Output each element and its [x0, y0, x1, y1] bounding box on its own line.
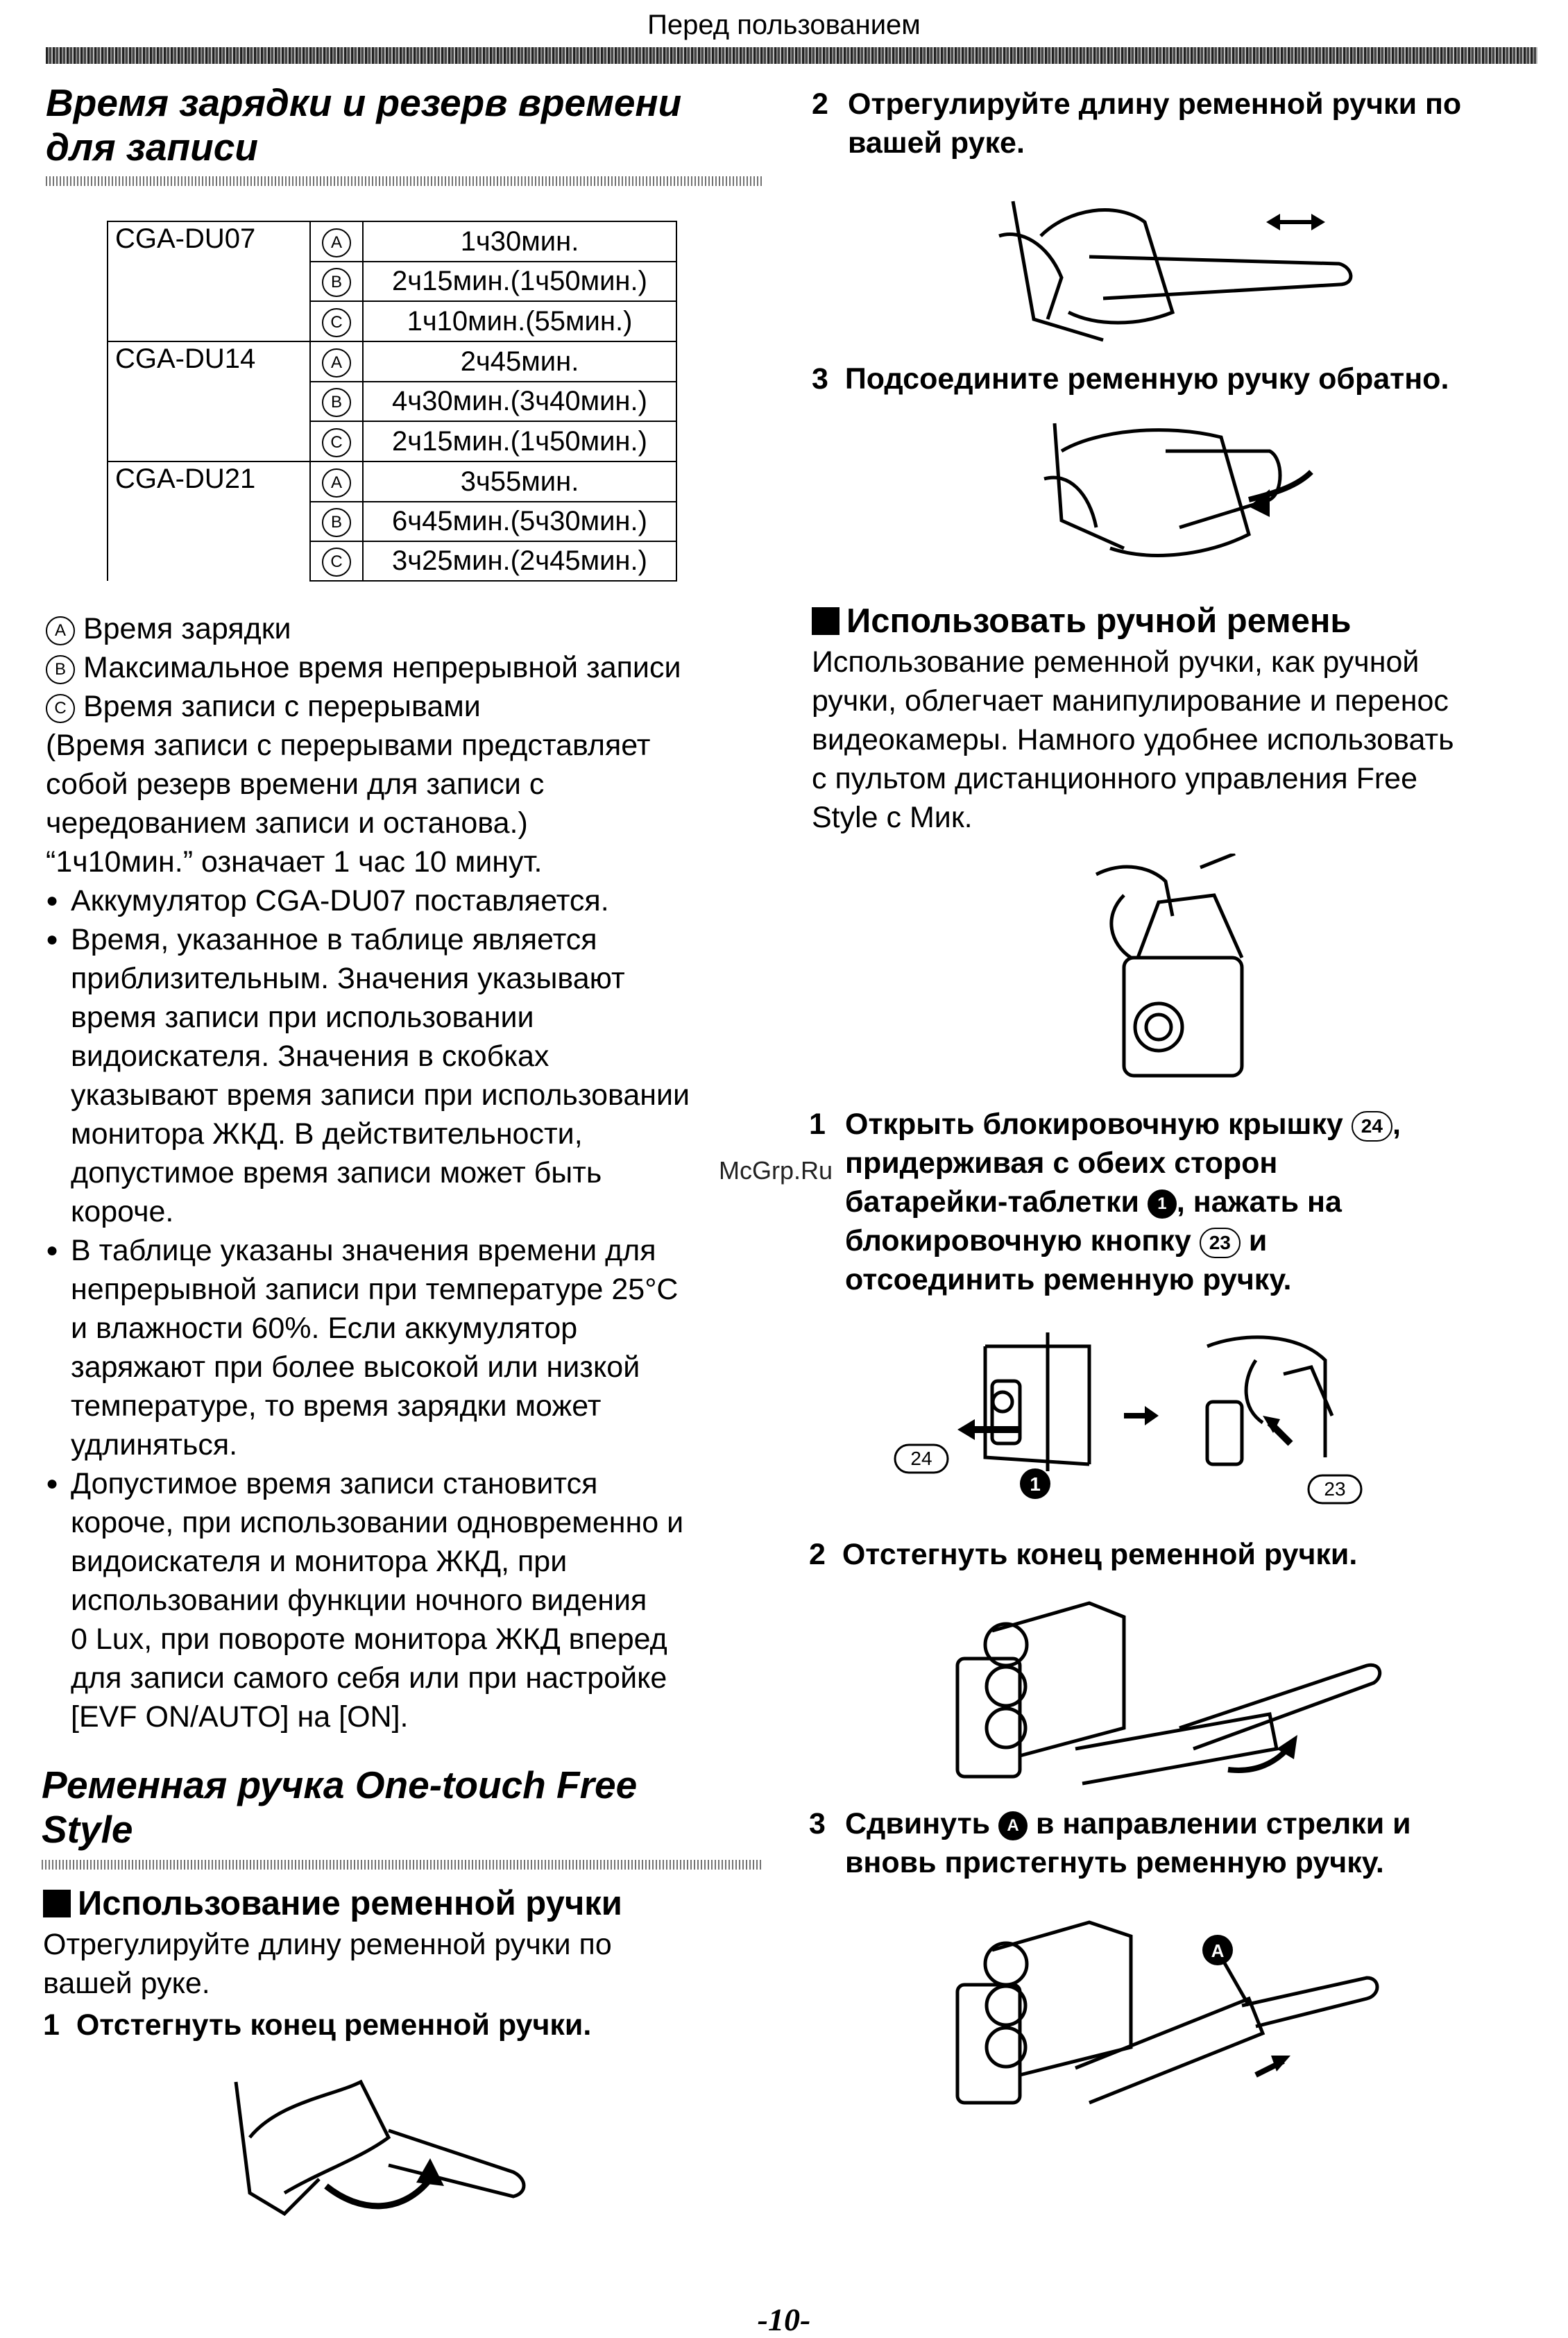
- mark-b-icon: B: [322, 268, 351, 297]
- table-row: [108, 262, 676, 301]
- section-title-line: Style: [42, 1808, 133, 1851]
- mark-a-icon: A: [322, 348, 351, 378]
- mark-cell: [310, 301, 363, 341]
- section-rule: [42, 1860, 763, 1870]
- bullet-line: для записи самого себя или при настройке: [71, 1661, 667, 1695]
- hand-strap-illustration: [1082, 854, 1284, 1090]
- mark-cell: [310, 461, 363, 502]
- bullet-line: ● Допустимое время записи становится: [71, 1467, 598, 1500]
- time-value-cell: 3ч55мин.: [363, 461, 676, 502]
- legend-item: C Время записи с перерывами: [46, 687, 774, 726]
- time-value-cell: 2ч45мин.: [363, 341, 676, 382]
- mark-cell: [310, 541, 363, 581]
- section-title-line: для записи: [46, 126, 258, 169]
- mark-1-icon: 1: [1148, 1189, 1177, 1219]
- watermark: McGrp.Ru: [719, 1156, 833, 1185]
- bullet-line: видоискателя и монитора ЖКД, при: [71, 1545, 568, 1578]
- lock-cover-illustration: [881, 1332, 1381, 1513]
- fig-label-23: 23: [1324, 1478, 1346, 1500]
- bullet-line: короче, при использовании одновременно и: [71, 1506, 684, 1539]
- time-value-cell: 4ч30мин.(3ч40мин.): [363, 382, 676, 421]
- battery-model-cell: [108, 421, 310, 461]
- mark-cell: [310, 262, 363, 301]
- legend-item: B Максимальное время непрерывной записи: [46, 648, 774, 687]
- section-title-line: Ременная ручка One-touch Free: [42, 1763, 638, 1806]
- mark-b-icon: B: [46, 655, 75, 684]
- step-2-unclip-strap: 2 Отстегнуть конец ременной ручки.: [809, 1538, 1358, 1571]
- table-row: [108, 421, 676, 461]
- mark-c-icon: C: [322, 548, 351, 577]
- mark-cell: [310, 382, 363, 421]
- bullet-line: [EVF ON/AUTO] на [ON].: [71, 1700, 409, 1734]
- section-title-charging: [46, 81, 767, 169]
- table-row: [108, 301, 676, 341]
- bullet-item: [46, 1231, 774, 1464]
- bullet-item: [46, 920, 774, 1231]
- step-1-detach-strap: 1 Открыть блокировочную крышку 24 , придерживая с обеих сторон батарейки-таблетки 1 , нажать на блокировочную кнопку 23 и отсоединить ременную ручку.: [809, 1108, 1401, 1296]
- battery-model-cell: [108, 262, 310, 301]
- battery-model-cell: CGA-DU07: [108, 221, 310, 262]
- mark-c-icon: C: [46, 694, 75, 723]
- strap-detach-illustration: [222, 2054, 555, 2235]
- time-value-cell: 1ч10мин.(55мин.): [363, 301, 676, 341]
- table-row: [108, 341, 676, 382]
- time-value-cell: 2ч15мин.(1ч50мин.): [363, 262, 676, 301]
- square-bullet-icon: [43, 1890, 71, 1917]
- bullet-line: непрерывной записи при температуре 25°C: [71, 1273, 679, 1306]
- subsection-title-hand-strap: Использовать ручной ремень: [812, 601, 1352, 641]
- note-line: (Время записи с перерывами представляет: [46, 729, 651, 762]
- battery-model-cell: CGA-DU14: [108, 341, 310, 382]
- bullet-line: указывают время записи при использовании: [71, 1078, 690, 1112]
- bullet-line: короче.: [71, 1195, 174, 1228]
- bullet-line: использовании функции ночного видения: [71, 1584, 647, 1617]
- mark-c-icon: C: [322, 308, 351, 337]
- note-line: собой резерв времени для записи с: [46, 768, 545, 801]
- step-2-adjust: 2 Отрегулируйте длину ременной ручки по вашей руке.: [812, 87, 1462, 160]
- bullet-line: приблизительным. Значения указывают: [71, 962, 625, 995]
- page-number: -10-: [757, 2302, 811, 2337]
- mark-cell: [310, 502, 363, 541]
- square-bullet-icon: [812, 607, 840, 635]
- note-line: “1ч10мин.” означает 1 час 10 минут.: [46, 845, 543, 879]
- table-row: [108, 221, 676, 262]
- header-rule: [46, 47, 1537, 64]
- battery-model-cell: [108, 541, 310, 581]
- charging-time-table: [107, 221, 677, 582]
- mark-a-filled-icon: A: [998, 1811, 1028, 1840]
- section-title-line: Время зарядки и резерв времени: [46, 81, 682, 124]
- strap-reattach-illustration: [1041, 409, 1339, 590]
- bullet-line: ● Время, указанное в таблице является: [71, 923, 597, 956]
- fig-label-24: 24: [910, 1448, 932, 1469]
- table-row: [108, 541, 676, 581]
- legend-item: A Время зарядки: [46, 609, 774, 648]
- ref-24-badge: 24: [1352, 1111, 1392, 1142]
- step-3-reattach: 3 Подсоедините ременную ручку обратно.: [812, 362, 1449, 396]
- bullet-line: время записи при использовании: [71, 1001, 534, 1034]
- legend-block: [46, 609, 774, 1736]
- battery-model-cell: [108, 382, 310, 421]
- time-value-cell: 3ч25мин.(2ч45мин.): [363, 541, 676, 581]
- subsection-text: Отрегулируйте длину ременной ручки по вашей руке.: [43, 1928, 612, 2000]
- bullet-line: температуре, то время зарядки может: [71, 1389, 602, 1423]
- mark-cell: [310, 421, 363, 461]
- mark-cell: [310, 221, 363, 262]
- table-row: [108, 382, 676, 421]
- time-value-cell: 2ч15мин.(1ч50мин.): [363, 421, 676, 461]
- page-header-title: Перед пользованием: [647, 10, 921, 40]
- subsection-text-hand-strap: Использование ременной ручки, как ручной ручки, облегчает манипулирование и перенос видеокамеры. Намного удобнее использовать с пультом дистанционного управления Free Style с Мик.: [812, 645, 1454, 834]
- subsection-title: Использование ременной ручки: [43, 1883, 622, 1924]
- section-rule: [46, 176, 763, 186]
- bullet-item: [46, 1464, 774, 1736]
- step-1-left: 1 Отстегнуть конец ременной ручки.: [43, 2008, 592, 2042]
- strap-adjust-illustration: [992, 180, 1388, 354]
- bullet-line: и влажности 60%. Если аккумулятор: [71, 1312, 578, 1345]
- mark-b-icon: B: [322, 388, 351, 417]
- bullet-line: допустимое время записи может быть: [71, 1156, 602, 1189]
- table-row: [108, 502, 676, 541]
- fig-label-a: A: [1211, 1940, 1225, 1961]
- table-row: [108, 461, 676, 502]
- bullet-line: ● Аккумулятор CGA-DU07 поставляется.: [71, 884, 609, 917]
- time-value-cell: 6ч45мин.(5ч30мин.): [363, 502, 676, 541]
- bullet-item: [46, 881, 774, 920]
- ref-23-badge: 23: [1200, 1228, 1241, 1258]
- battery-model-cell: [108, 502, 310, 541]
- battery-model-cell: CGA-DU21: [108, 461, 310, 502]
- mark-a-icon: A: [46, 616, 75, 645]
- fig-label-1: 1: [1030, 1473, 1041, 1495]
- camera-strap-reattach-illustration: [951, 1901, 1395, 2117]
- mark-a-icon: A: [322, 468, 351, 498]
- time-value-cell: 1ч30мин.: [363, 221, 676, 262]
- mark-cell: [310, 341, 363, 382]
- mark-b-icon: B: [322, 508, 351, 537]
- bullet-line: заряжают при более высокой или низкой: [71, 1350, 640, 1384]
- section-title-strap: [42, 1763, 763, 1852]
- bullet-line: 0 Lux, при повороте монитора ЖКД вперед: [71, 1623, 667, 1656]
- camera-strap-unclip-illustration: [951, 1589, 1395, 1797]
- battery-model-cell: [108, 301, 310, 341]
- bullet-line: ● В таблице указаны значения времени для: [71, 1234, 656, 1267]
- mark-c-icon: C: [322, 428, 351, 457]
- note-line: чередованием записи и останова.): [46, 806, 528, 840]
- bullet-line: видоискателя. Значения в скобках: [71, 1040, 549, 1073]
- step-3-slide-reattach: 3 Сдвинуть A в направлении стрелки и вновь пристегнуть ременную ручку.: [809, 1807, 1411, 1879]
- bullet-line: удлиняться.: [71, 1428, 238, 1462]
- mark-a-icon: A: [322, 228, 351, 257]
- bullet-line: монитора ЖКД. В действительности,: [71, 1117, 583, 1151]
